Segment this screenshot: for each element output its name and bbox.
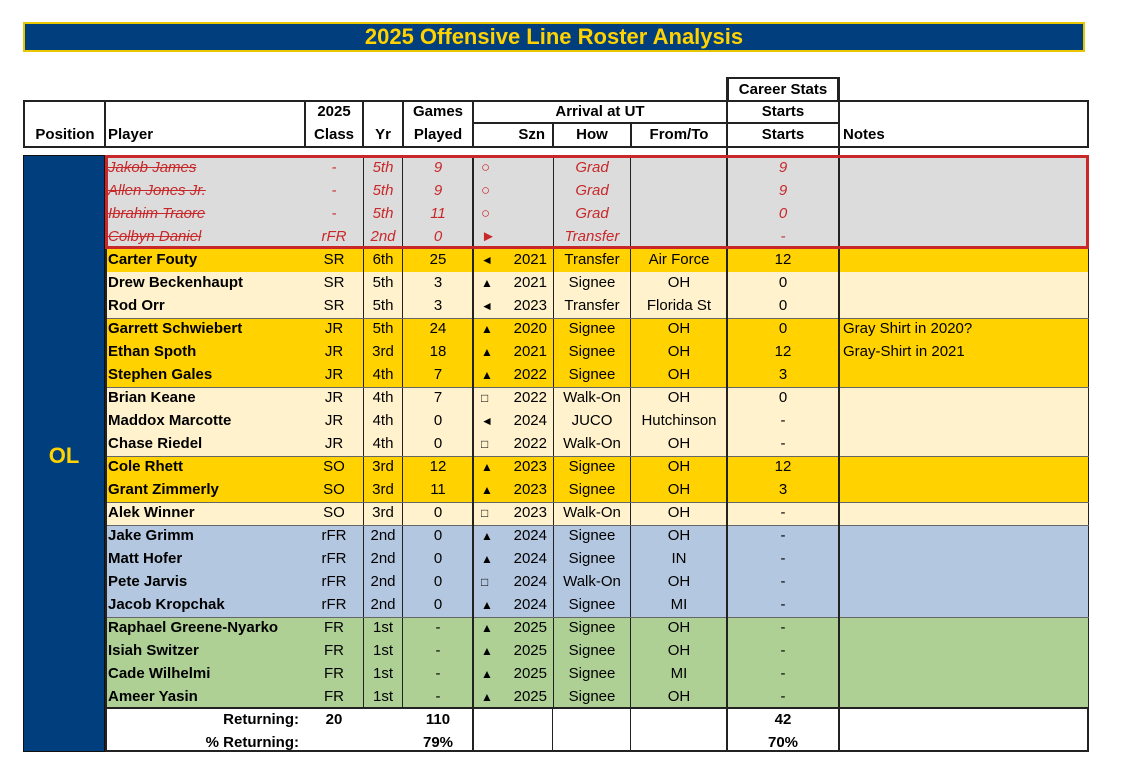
year: 5th: [363, 295, 403, 318]
departed-row: [105, 180, 1088, 203]
pct-returning-games: 79%: [422, 734, 454, 751]
arrival-season: 2022: [513, 366, 547, 383]
from-to: OH: [667, 343, 691, 360]
arrival-icon: ▲: [481, 529, 493, 543]
notes: [840, 456, 1080, 479]
header-notes: Notes: [843, 126, 885, 143]
notes: [840, 364, 1080, 387]
from-to: OH: [667, 688, 691, 705]
table-row: [105, 525, 1088, 548]
games-played: -: [435, 619, 441, 636]
arrival-season: 2023: [513, 297, 547, 314]
notes: [840, 295, 1080, 318]
table-row: [105, 594, 1088, 617]
header-player: Player: [108, 126, 154, 143]
class: JR: [324, 366, 344, 383]
header-games-top: Games: [412, 103, 464, 120]
career-starts: 0: [778, 205, 788, 222]
how: Transfer: [553, 249, 631, 272]
year: 4th: [363, 364, 403, 387]
class: JR: [324, 320, 344, 337]
notes: [840, 640, 1080, 663]
games-played: 12: [429, 458, 447, 475]
how: Transfer: [553, 295, 631, 318]
notes: [840, 594, 1080, 617]
table-row: [105, 479, 1088, 502]
career-starts: 0: [778, 297, 788, 314]
header-arrival: Arrival at UT: [555, 103, 645, 120]
class: JR: [324, 343, 344, 360]
class: JR: [324, 435, 344, 452]
header-szn: Szn: [518, 126, 545, 143]
year: 2nd: [363, 226, 403, 249]
table-row: [105, 571, 1088, 594]
arrival-icon: ►: [481, 228, 496, 245]
header-starts-bottom: Starts: [761, 126, 805, 143]
year: 4th: [363, 410, 403, 433]
games-played: 0: [433, 573, 443, 590]
how: Signee: [553, 525, 631, 548]
arrival-season: 2020: [513, 320, 547, 337]
year: 4th: [363, 433, 403, 456]
career-starts: 12: [774, 251, 792, 268]
from-to: OH: [667, 458, 691, 475]
year: 3rd: [363, 456, 403, 479]
class: FR: [324, 619, 344, 636]
arrival-icon: ▲: [481, 667, 493, 681]
games-played: 0: [433, 412, 443, 429]
arrival-season: 2022: [513, 389, 547, 406]
games-played: 24: [429, 320, 447, 337]
table-row: [105, 686, 1088, 709]
player-name: Jakob James: [108, 159, 197, 176]
career-starts: 3: [778, 366, 788, 383]
how: Signee: [553, 272, 631, 295]
class: SO: [323, 504, 345, 521]
from-to: OH: [667, 619, 691, 636]
year: 2nd: [363, 525, 403, 548]
notes: [840, 387, 1080, 410]
position-label: OL: [48, 443, 80, 468]
class: -: [331, 159, 337, 176]
class: rFR: [321, 573, 347, 590]
arrival-season: 2025: [513, 665, 547, 682]
page-title: 2025 Offensive Line Roster Analysis: [23, 22, 1085, 52]
player-name: Isiah Switzer: [108, 642, 199, 659]
from-to: [631, 180, 727, 203]
notes: [840, 663, 1080, 686]
from-to: [631, 157, 727, 180]
pct-returning-label: % Returning:: [205, 734, 299, 751]
player-name: Jake Grimm: [108, 527, 194, 544]
player-name: Chase Riedel: [108, 435, 203, 452]
arrival-icon: ○: [481, 182, 491, 199]
arrival-season: 2025: [513, 642, 547, 659]
how: Signee: [553, 663, 631, 686]
table-row: [105, 663, 1088, 686]
games-played: 0: [433, 527, 443, 544]
arrival-season: 2024: [513, 550, 547, 567]
career-starts: -: [780, 435, 786, 452]
games-played: 11: [430, 205, 446, 222]
year: 5th: [363, 318, 403, 341]
class: JR: [324, 412, 344, 429]
career-starts: 0: [778, 320, 788, 337]
arrival-icon: ▲: [481, 345, 493, 359]
from-to: OH: [667, 642, 691, 659]
notes: [840, 502, 1080, 525]
arrival-icon: ▲: [481, 368, 493, 382]
table-row: [105, 364, 1088, 387]
class: -: [331, 205, 337, 222]
arrival-icon: ▲: [481, 621, 493, 635]
how: Signee: [553, 594, 631, 617]
arrival-icon: □: [481, 506, 489, 520]
class: SR: [323, 297, 345, 314]
how: JUCO: [553, 410, 631, 433]
table-row: [105, 548, 1088, 571]
from-to: Florida St: [646, 297, 712, 314]
how: Signee: [553, 318, 631, 341]
from-to: OH: [667, 389, 691, 406]
how: Grad: [553, 157, 631, 180]
year: 3rd: [363, 341, 403, 364]
games-played: -: [435, 688, 441, 705]
player-name: Ameer Yasin: [108, 688, 198, 705]
arrival-season: 2021: [513, 274, 547, 291]
arrival-icon: □: [481, 437, 489, 451]
games-played: 7: [433, 389, 443, 406]
header-games-bottom: Played: [413, 126, 463, 143]
arrival-season: 2024: [513, 596, 547, 613]
class: rFR: [321, 596, 347, 613]
career-starts: 12: [774, 458, 792, 475]
header-career-stats: Career Stats: [727, 77, 839, 101]
from-to: OH: [667, 573, 691, 590]
class: rFR: [321, 228, 347, 245]
games-played: 7: [433, 366, 443, 383]
arrival-season: 2024: [513, 412, 547, 429]
career-starts: 9: [778, 182, 788, 199]
player-name: Cole Rhett: [108, 458, 183, 475]
player-name: Maddox Marcotte: [108, 412, 232, 429]
notes: Gray-Shirt in 2021: [843, 343, 965, 360]
from-to: OH: [667, 274, 691, 291]
arrival-icon: □: [481, 575, 489, 589]
arrival-icon: ▲: [481, 322, 493, 336]
career-starts: -: [780, 665, 786, 682]
year: 4th: [363, 387, 403, 410]
arrival-season: 2025: [513, 688, 547, 705]
arrival-icon: ▲: [481, 552, 493, 566]
player-name: Allen Jones Jr.: [108, 182, 206, 199]
class: SR: [323, 274, 345, 291]
notes: [840, 272, 1080, 295]
arrival-season: 2022: [513, 435, 547, 452]
year: 2nd: [363, 571, 403, 594]
table-row: [105, 410, 1088, 433]
arrival-icon: ▲: [481, 460, 493, 474]
from-to: [631, 226, 727, 249]
year: 5th: [363, 203, 403, 226]
career-starts: 9: [778, 159, 788, 176]
header-starts-top: Starts: [761, 103, 805, 120]
how: Signee: [553, 640, 631, 663]
table-row: [105, 617, 1088, 640]
how: Walk-On: [553, 387, 631, 410]
class: FR: [324, 665, 344, 682]
player-name: Pete Jarvis: [108, 573, 188, 590]
header-how: How: [576, 126, 608, 143]
position-column: [23, 155, 105, 752]
year: 1st: [363, 663, 403, 686]
header-class-top: 2025: [317, 103, 351, 120]
arrival-icon: ▲: [481, 598, 493, 612]
player-name: Carter Fouty: [108, 251, 198, 268]
how: Walk-On: [553, 433, 631, 456]
arrival-season: 2025: [513, 619, 547, 636]
player-name: Jacob Kropchak: [108, 596, 225, 613]
year: 5th: [363, 272, 403, 295]
games-played: 3: [433, 297, 443, 314]
from-to: [631, 203, 727, 226]
notes: Gray Shirt in 2020?: [843, 320, 973, 337]
notes: [840, 433, 1080, 456]
year: 1st: [363, 617, 403, 640]
year: 2nd: [363, 548, 403, 571]
how: Signee: [553, 617, 631, 640]
arrival-icon: ▲: [481, 276, 493, 290]
arrival-icon: ◄: [481, 414, 493, 428]
year: 1st: [363, 686, 403, 709]
games-played: 0: [433, 504, 443, 521]
arrival-icon: ▲: [481, 644, 493, 658]
class: SO: [323, 481, 345, 498]
career-starts: 0: [778, 274, 788, 291]
from-to: OH: [667, 320, 691, 337]
how: Grad: [553, 203, 631, 226]
header-position: Position: [35, 126, 95, 143]
year: 5th: [363, 180, 403, 203]
from-to: OH: [667, 366, 691, 383]
career-starts: 3: [778, 481, 788, 498]
table-row: [105, 249, 1088, 272]
how: Signee: [553, 341, 631, 364]
class: FR: [324, 642, 344, 659]
games-played: -: [435, 642, 441, 659]
games-played: -: [435, 665, 441, 682]
table-row: [105, 272, 1088, 295]
from-to: Hutchinson: [641, 412, 717, 429]
notes: [840, 410, 1080, 433]
year: 3rd: [363, 479, 403, 502]
table-row: [105, 295, 1088, 318]
table-row: [105, 502, 1088, 525]
games-played: 3: [433, 274, 443, 291]
games-played: 0: [433, 596, 443, 613]
career-starts: -: [780, 688, 786, 705]
table-row: [105, 318, 1088, 341]
arrival-season: 2023: [513, 504, 547, 521]
how: Signee: [553, 686, 631, 709]
arrival-season: 2024: [513, 573, 547, 590]
class: -: [331, 182, 337, 199]
games-played: 9: [433, 182, 443, 199]
class: SO: [323, 458, 345, 475]
player-name: Stephen Gales: [108, 366, 213, 383]
games-played: 11: [430, 481, 446, 498]
header-from-to: From/To: [649, 126, 709, 143]
arrival-season: 2021: [513, 251, 547, 268]
player-name: Grant Zimmerly: [108, 481, 219, 498]
career-starts: -: [780, 504, 786, 521]
games-played: 0: [433, 550, 443, 567]
returning-games: 110: [425, 711, 451, 728]
header-class-bottom: Class: [313, 126, 355, 143]
notes: [840, 686, 1080, 709]
class: FR: [324, 688, 344, 705]
career-starts: -: [780, 550, 786, 567]
from-to: OH: [667, 527, 691, 544]
from-to: IN: [671, 550, 687, 567]
games-played: 25: [429, 251, 447, 268]
year: 3rd: [363, 502, 403, 525]
how: Walk-On: [553, 502, 631, 525]
player-name: Colbyn Daniel: [108, 228, 202, 245]
how: Signee: [553, 456, 631, 479]
career-starts: -: [780, 642, 786, 659]
player-name: Ethan Spoth: [108, 343, 197, 360]
games-played: 0: [433, 435, 443, 452]
career-starts: -: [780, 527, 786, 544]
games-played: 0: [433, 228, 443, 245]
player-name: Drew Beckenhaupt: [108, 274, 244, 291]
career-starts: -: [780, 619, 786, 636]
how: Signee: [553, 548, 631, 571]
returning-count: 20: [325, 711, 343, 728]
from-to: MI: [670, 596, 688, 613]
arrival-icon: ▲: [481, 690, 493, 704]
notes: [840, 525, 1080, 548]
table-row: [105, 341, 1088, 364]
header-yr: Yr: [375, 126, 391, 143]
player-name: Brian Keane: [108, 389, 196, 406]
returning-starts: 42: [774, 711, 792, 728]
career-starts: -: [780, 573, 786, 590]
arrival-icon: □: [481, 391, 489, 405]
games-played: 9: [433, 159, 443, 176]
career-starts: -: [780, 228, 786, 245]
year: 2nd: [363, 594, 403, 617]
table-row: [105, 456, 1088, 479]
class: rFR: [321, 527, 347, 544]
from-to: OH: [667, 504, 691, 521]
returning-label: Returning:: [223, 711, 299, 728]
arrival-season: 2024: [513, 527, 547, 544]
how: Walk-On: [553, 571, 631, 594]
career-starts: -: [780, 412, 786, 429]
how: Signee: [553, 479, 631, 502]
from-to: MI: [670, 665, 688, 682]
year: 5th: [363, 157, 403, 180]
class: rFR: [321, 550, 347, 567]
notes: [840, 548, 1080, 571]
notes: [840, 249, 1080, 272]
table-row: [105, 640, 1088, 663]
departed-row: [105, 203, 1088, 226]
notes: [840, 617, 1080, 640]
games-played: 18: [429, 343, 447, 360]
player-name: Rod Orr: [108, 297, 165, 314]
notes: [840, 479, 1080, 502]
table-row: [105, 433, 1088, 456]
arrival-icon: ○: [481, 205, 491, 222]
career-starts: -: [780, 596, 786, 613]
how: Signee: [553, 364, 631, 387]
arrival-season: 2023: [513, 481, 547, 498]
player-name: Raphael Greene-Nyarko: [108, 619, 279, 636]
player-name: Alek Winner: [108, 504, 195, 521]
career-starts: 12: [774, 343, 792, 360]
player-name: Matt Hofer: [108, 550, 183, 567]
table-row: [105, 387, 1088, 410]
how: Grad: [553, 180, 631, 203]
arrival-icon: ○: [481, 159, 491, 176]
player-name: Ibrahim Traore: [108, 205, 206, 222]
from-to: OH: [667, 481, 691, 498]
player-name: Garrett Schwiebert: [108, 320, 243, 337]
departed-row: [105, 226, 1088, 249]
pct-returning-starts: 70%: [767, 734, 799, 751]
player-name: Cade Wilhelmi: [108, 665, 211, 682]
from-to: Air Force: [648, 251, 710, 268]
class: SR: [323, 251, 345, 268]
year: 6th: [363, 249, 403, 272]
from-to: OH: [667, 435, 691, 452]
year: 1st: [363, 640, 403, 663]
arrival-season: 2021: [513, 343, 547, 360]
departed-row: [105, 157, 1088, 180]
arrival-icon: ◄: [481, 299, 493, 313]
arrival-season: 2023: [513, 458, 547, 475]
how: Transfer: [553, 226, 631, 249]
class: JR: [324, 389, 344, 406]
notes: [840, 571, 1080, 594]
arrival-icon: ◄: [481, 253, 493, 267]
career-starts: 0: [778, 389, 788, 406]
arrival-icon: ▲: [481, 483, 493, 497]
